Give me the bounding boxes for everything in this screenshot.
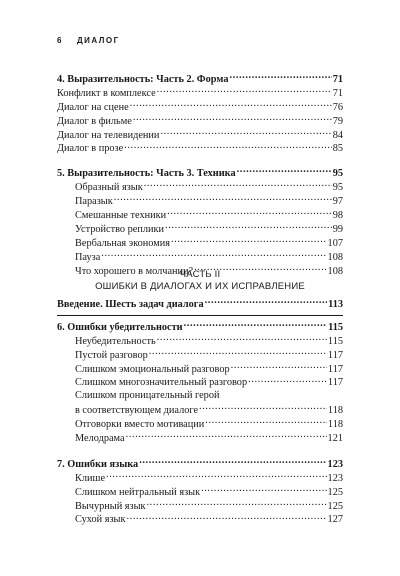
toc-section-6-items — [57, 334, 343, 445]
toc-section-7-items — [57, 471, 343, 527]
running-head — [57, 36, 120, 45]
toc-item[interactable]: Вербальная экономия ..... 107 — [57, 236, 343, 250]
toc-item-wrapped[interactable]: Слишком проницательный герой в соответствующем диалоге ..... 118 — [57, 389, 343, 417]
running-title: ДИАЛОГ — [76, 36, 120, 45]
toc-block-a — [57, 72, 343, 277]
part-heading — [57, 269, 343, 293]
divider — [57, 315, 343, 316]
toc-item[interactable]: Неубедительность ..... 115 — [57, 334, 343, 348]
toc-block-b — [57, 297, 343, 526]
part-title: ОШИБКИ В ДИАЛОГАХ И ИХ ИСПРАВЛЕНИЕ — [95, 281, 305, 292]
toc-item[interactable]: Что хорошего в молчании? ..... 108 — [57, 264, 343, 278]
toc-item[interactable]: Пустой разговор ..... 117 — [57, 348, 343, 362]
toc-item[interactable]: Диалог на сцене ..... 76 — [57, 100, 343, 114]
toc-item[interactable]: Слишком многозначительный разговор ..... 117 — [57, 375, 343, 389]
toc-section-4-items — [57, 86, 343, 155]
toc-item[interactable]: Мелодрама ..... 121 — [57, 431, 343, 445]
part-label: ЧАСТЬ II — [179, 269, 221, 280]
toc-item[interactable]: Диалог в прозе ..... 85 — [57, 141, 343, 155]
toc-item[interactable]: Конфликт в комплексе ..... 71 — [57, 86, 343, 100]
toc-section-6[interactable]: 6. Ошибки убедительности ..... 115 — [57, 320, 343, 334]
toc-section-5[interactable]: 5. Выразительность: Часть 3. Техника ..... 95 — [57, 166, 343, 180]
toc-item[interactable]: Слишком нейтральный язык ..... 125 — [57, 485, 343, 499]
toc-section-4[interactable]: 4. Выразительность: Часть 2. Форма ..... 71 — [57, 72, 343, 86]
toc-item[interactable]: Диалог на телевидении ..... 84 — [57, 128, 343, 142]
toc-item[interactable]: Слишком эмоциональный разговор ..... 117 — [57, 362, 343, 376]
toc-item[interactable]: Паразык ..... 97 — [57, 194, 343, 208]
toc-item[interactable]: Смешанные техники ..... 98 — [57, 208, 343, 222]
toc-item[interactable]: Образный язык ..... 95 — [57, 180, 343, 194]
toc-item[interactable]: Отговорки вместо мотивации ..... 118 — [57, 417, 343, 431]
page-number: 6 — [57, 36, 63, 45]
toc-item[interactable]: Клише ..... 123 — [57, 471, 343, 485]
toc-item[interactable]: Вычурный язык ..... 125 — [57, 499, 343, 513]
toc-intro[interactable]: Введение. Шесть задач диалога ..... 113 — [57, 297, 343, 311]
toc-section-7[interactable]: 7. Ошибки языка ..... 123 — [57, 457, 343, 471]
toc-item[interactable]: Пауза ..... 108 — [57, 250, 343, 264]
toc-item[interactable]: Устройство реплики ..... 99 — [57, 222, 343, 236]
toc-item[interactable]: Диалог в фильме ..... 79 — [57, 114, 343, 128]
toc-item[interactable]: Сухой язык ..... 127 — [57, 512, 343, 526]
toc-section-5-items — [57, 180, 343, 277]
